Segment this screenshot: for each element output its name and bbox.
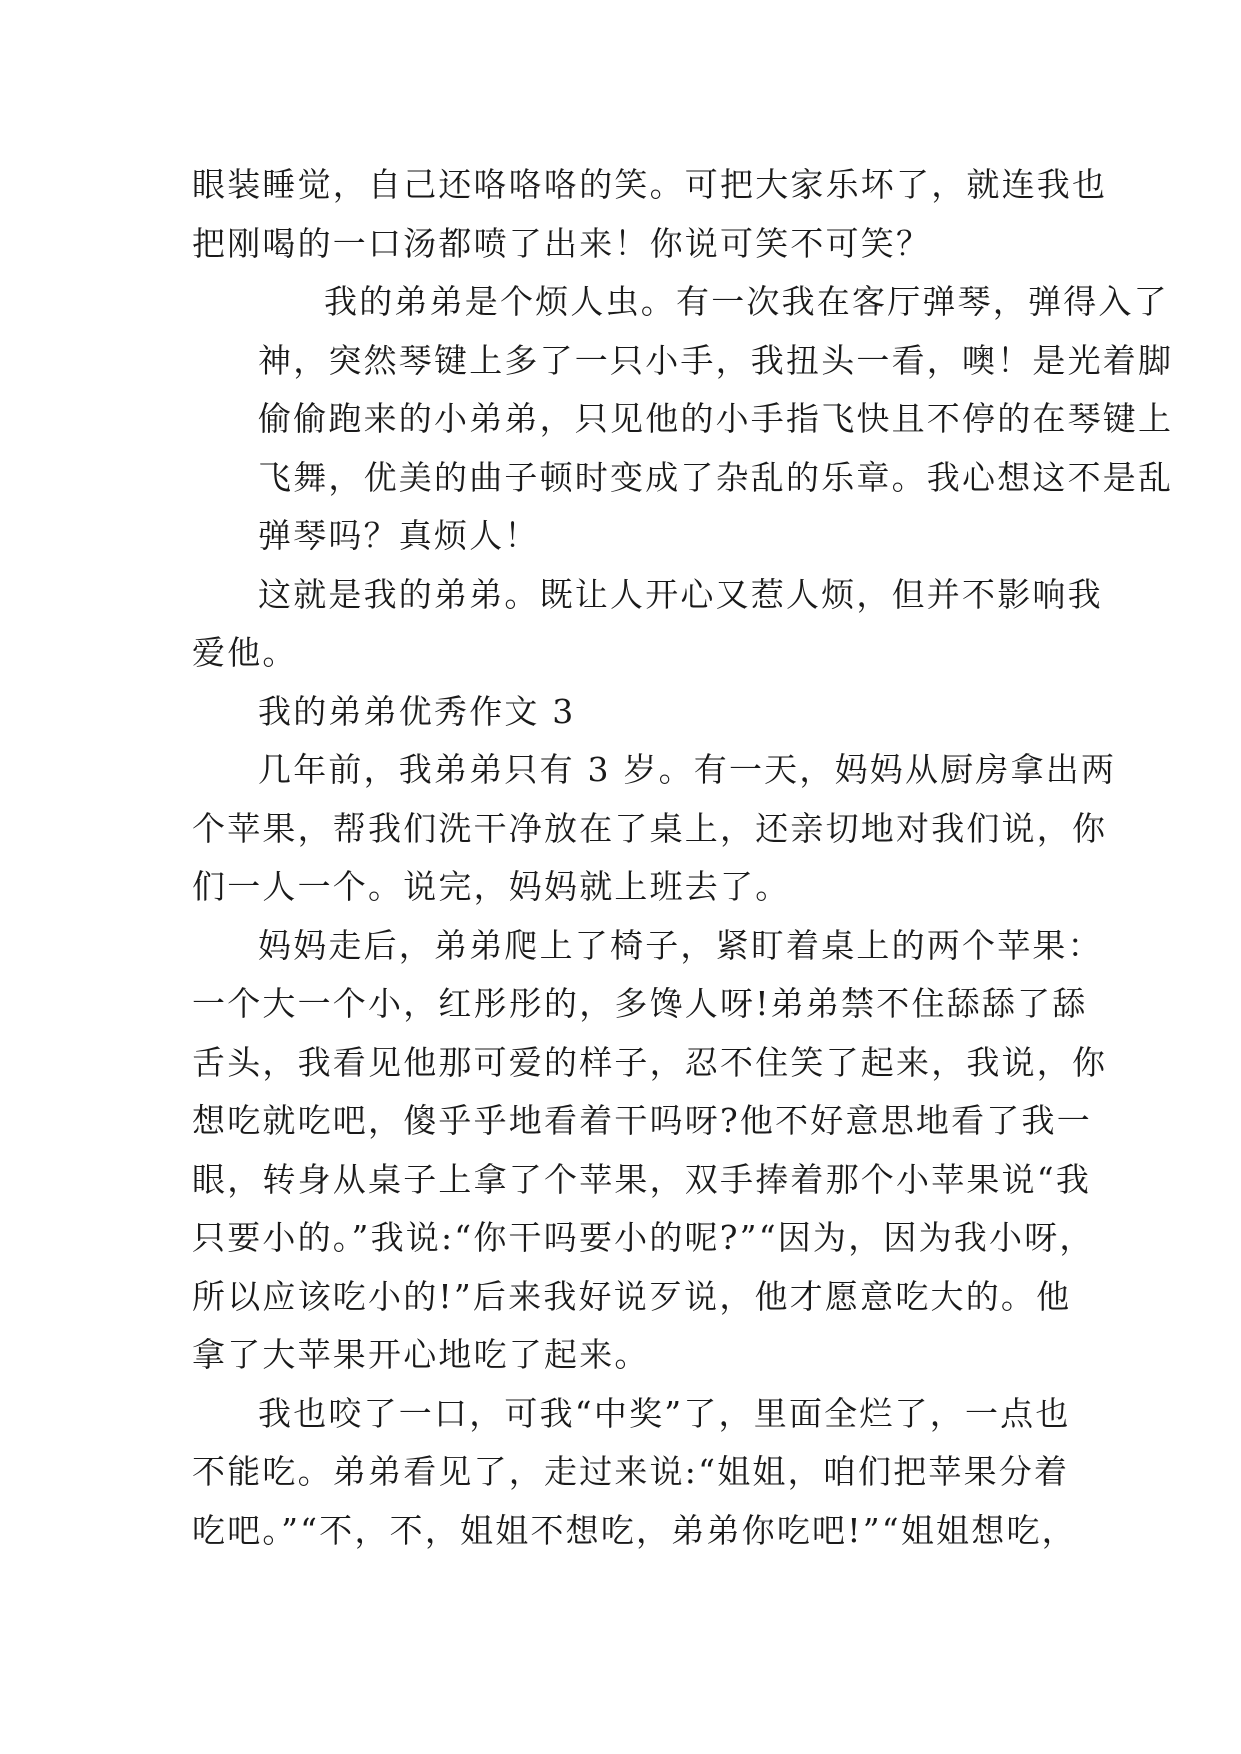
text-line: 拿了大苹果开心地吃了起来。: [192, 1335, 650, 1374]
text-line: 神，突然琴键上多了一只小手，我扭头一看，噢！是光着脚: [258, 340, 1174, 380]
text-line: 偷偷跑来的小弟弟，只见他的小手指飞快且不停的在琴键上: [258, 399, 1174, 438]
text-line: 们一人一个。说完，妈妈就上班去了。: [192, 867, 791, 906]
document-body: [192, 156, 1174, 1560]
text-line: 几年前，我弟弟只有 3 岁。有一天，妈妈从厨房拿出两: [258, 750, 1117, 789]
paragraph-4: [192, 741, 1117, 917]
text-line: 我也咬了一口，可我“中奖”了，里面全烂了，一点也: [258, 1393, 1071, 1433]
text-line: 舌头，我看见他那可爱的样子，忍不住笑了起来，我说，你: [192, 1042, 1108, 1082]
text-line: 飞舞，优美的曲子顿时变成了杂乱的乐章。我心想这不是乱: [258, 457, 1174, 497]
text-line: 妈妈走后，弟弟爬上了椅子，紧盯着桌上的两个苹果：: [258, 925, 1103, 965]
text-line: 不能吃。弟弟看见了，走过来说:“姐姐，咱们把苹果分着: [192, 1452, 1070, 1491]
section-heading: [192, 683, 1054, 742]
text-line: 想吃就吃吧，傻乎乎地看着干吗呀?他不好意思地看了我一: [192, 1101, 1092, 1140]
text-line: 爱他。: [192, 633, 298, 672]
paragraph-5: [192, 917, 1108, 1385]
text-line: 一个大一个小，红彤彤的，多馋人呀!弟弟禁不住舔舔了舔: [192, 984, 1088, 1023]
text-line: 把刚喝的一口汤都喷了出来！你说可笑不可笑？: [192, 223, 932, 263]
text-line: 这就是我的弟弟。既让人开心又惹人烦，但并不影响我: [258, 574, 1103, 614]
text-line: 弹琴吗？真烦人！: [258, 516, 540, 555]
paragraph-6: [192, 1385, 1077, 1561]
paragraph-2: [192, 273, 1174, 566]
text-line: 吃吧。”“不，不，姐姐不想吃，弟弟你吃吧!”“姐姐想吃，: [192, 1510, 1077, 1550]
text-line: 个苹果，帮我们洗干净放在了桌上，还亲切地对我们说，你: [192, 808, 1108, 848]
text-line: 我的弟弟优秀作文 3: [258, 691, 576, 731]
text-line: 所以应该吃小的!”后来我好说歹说，他才愿意吃大的。他: [192, 1276, 1072, 1316]
paragraph-1: [192, 156, 1108, 273]
paragraph-3: [192, 566, 1103, 683]
text-line: 我的弟弟是个烦人虫。有一次我在客厅弹琴，弹得入了: [324, 282, 1169, 321]
text-line: 只要小的。”我说:“你干吗要小的呢?”“因为，因为我小呀，: [192, 1218, 1095, 1257]
text-line: 眼，转身从桌子上拿了个苹果，双手捧着那个小苹果说“我: [192, 1159, 1092, 1199]
text-line: 眼装睡觉，自己还咯咯咯的笑。可把大家乐坏了，就连我也: [192, 165, 1108, 204]
